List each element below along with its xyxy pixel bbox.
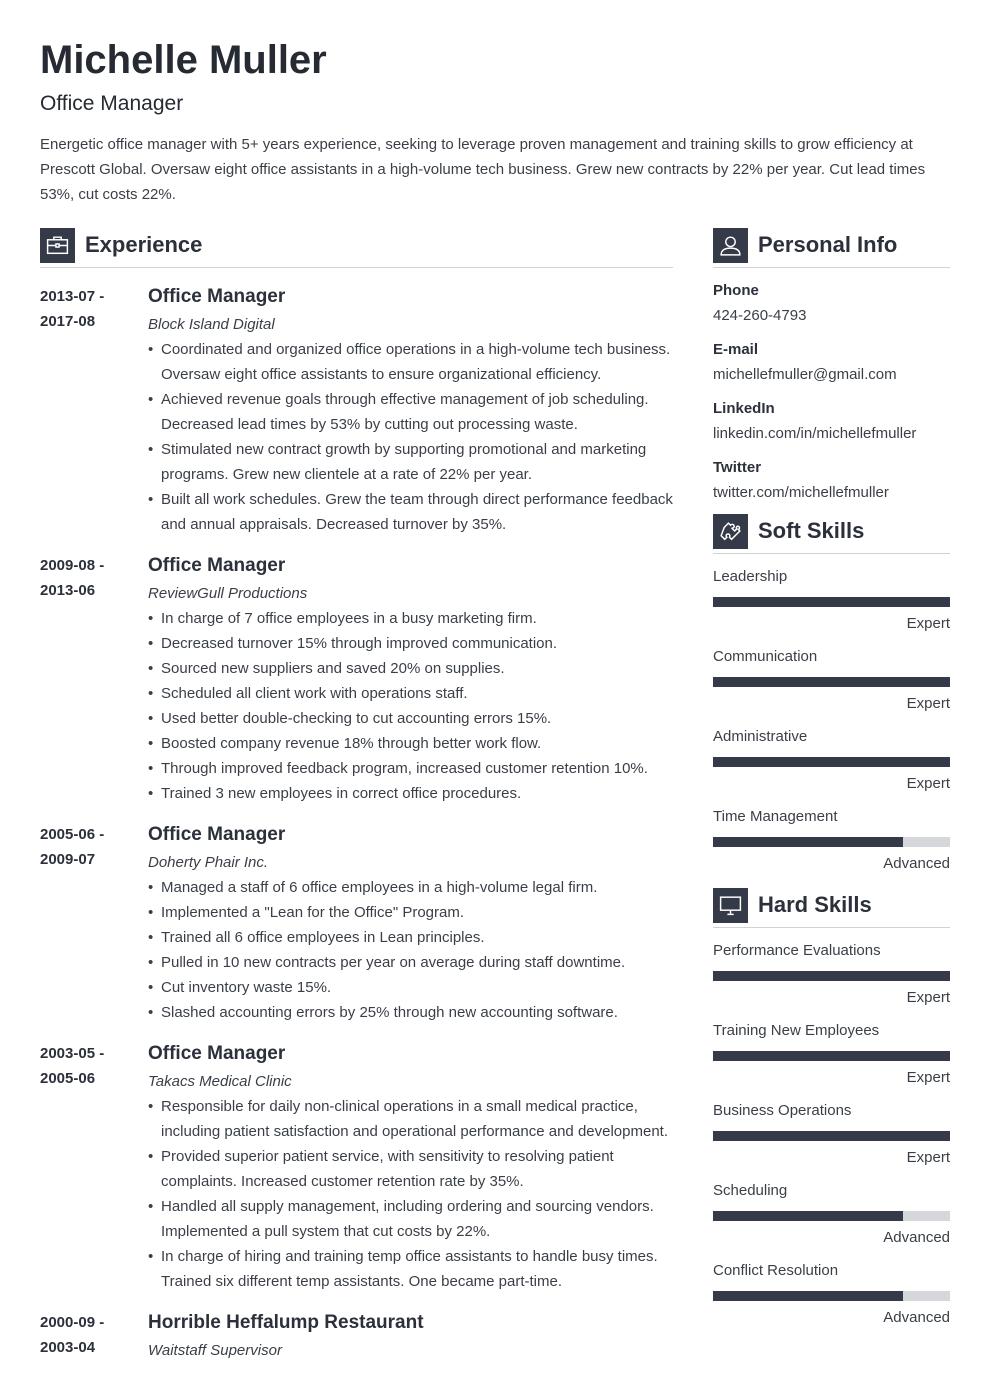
job-body	[148, 552, 673, 806]
skill-bar-fill	[713, 757, 950, 767]
hard-skills-header	[713, 887, 950, 928]
job-entry	[40, 821, 673, 1025]
skill-name: Time Management	[713, 808, 838, 825]
skill-name: Leadership	[713, 568, 788, 585]
job-start-date: 2005-06 -	[40, 826, 105, 843]
job-entry	[40, 1040, 673, 1294]
job-bullet: • Implemented a "Lean for the Office" Program.	[148, 900, 673, 925]
skill-name: Training New Employees	[713, 1022, 880, 1039]
job-start-date: 2000-09 -	[40, 1314, 105, 1331]
skill-item	[713, 807, 950, 874]
personal-info-header	[713, 227, 950, 268]
soft-skills-title: Soft Skills	[758, 518, 865, 543]
job-bullet: • Decreased turnover 15% through improved communication.	[148, 631, 673, 656]
skill-name: Performance Evaluations	[713, 942, 881, 959]
skill-item	[713, 1101, 950, 1168]
skill-item	[713, 941, 950, 1008]
job-bullet: • Sourced new suppliers and saved 20% on supplies.	[148, 656, 673, 681]
skill-bar	[713, 837, 950, 847]
job-body	[148, 1040, 673, 1294]
job-body	[148, 1309, 673, 1363]
job-company: Block Island Digital	[148, 316, 275, 333]
skill-bar-fill	[713, 1051, 950, 1061]
job-end-date: 2005-06	[40, 1070, 96, 1087]
skill-level: Expert	[906, 695, 950, 712]
job-title: Office Manager	[148, 286, 286, 307]
skill-item	[713, 1261, 950, 1328]
summary: Energetic office manager with 5+ years experience, seeking to leverage proven management and training skills to grow efficiency at Prescott Global. Oversaw eight office assistants in a high-volume tech business. Grew new contracts by 22% per year. Cut lead times 53%, cut costs 22%.	[40, 136, 926, 203]
skill-bar-fill	[713, 1211, 903, 1221]
soft-skills-header	[713, 513, 950, 554]
skill-item	[713, 647, 950, 714]
job-end-date: 2017-08	[40, 313, 96, 330]
puzzle-icon	[713, 514, 748, 549]
job-bullets	[148, 337, 673, 537]
skill-bar	[713, 597, 950, 607]
info-value: michellefmuller@gmail.com	[713, 366, 897, 383]
job-bullets	[148, 1094, 673, 1294]
skill-bar	[713, 1131, 950, 1141]
job-bullet: • Trained 3 new employees in correct office procedures.	[148, 781, 673, 806]
personal-info-title: Personal Info	[758, 232, 898, 257]
skill-item	[713, 567, 950, 634]
info-value: linkedin.com/in/michellefmuller	[713, 425, 917, 442]
job-bullet: • Through improved feedback program, increased customer retention 10%.	[148, 756, 673, 781]
skill-item	[713, 1021, 950, 1088]
experience-title: Experience	[85, 232, 203, 257]
job-dates	[40, 552, 148, 806]
job-bullet: • Scheduled all client work with operations staff.	[148, 681, 673, 706]
personal-info-list	[713, 281, 950, 503]
skill-item	[713, 727, 950, 794]
skill-level: Advanced	[883, 1309, 950, 1326]
candidate-role: Office Manager	[40, 92, 184, 115]
hard-skills-title: Hard Skills	[758, 892, 872, 917]
job-bullet: • Responsible for daily non-clinical operations in a small medical practice, including patient satisfaction and operational performance and development.	[148, 1094, 673, 1144]
job-start-date: 2003-05 -	[40, 1045, 105, 1062]
job-body	[148, 821, 673, 1025]
job-bullet: • Trained all 6 office employees in Lean principles.	[148, 925, 673, 950]
job-title: Office Manager	[148, 1043, 286, 1064]
skill-name: Scheduling	[713, 1182, 788, 1199]
skill-name: Conflict Resolution	[713, 1262, 839, 1279]
job-bullet: • Managed a staff of 6 office employees in a high-volume legal firm.	[148, 875, 673, 900]
job-company: Doherty Phair Inc.	[148, 854, 269, 871]
sidebar	[713, 227, 950, 1328]
job-bullet: • Coordinated and organized office operations in a high-volume tech business. Oversaw eight office assistants to ensure organizational efficiency.	[148, 337, 673, 387]
skill-bar	[713, 1051, 950, 1061]
job-body	[148, 283, 673, 537]
skill-name: Business Operations	[713, 1102, 852, 1119]
skill-bar	[713, 1211, 950, 1221]
job-bullet: • Built all work schedules. Grew the team through direct performance feedback and annual appraisals. Decreased turnover by 35%.	[148, 487, 673, 537]
soft-skills-list	[713, 567, 950, 874]
job-list	[40, 283, 673, 1363]
job-company: Takacs Medical Clinic	[148, 1073, 292, 1090]
skill-level: Advanced	[883, 1229, 950, 1246]
skill-bar	[713, 1291, 950, 1301]
monitor-icon	[713, 888, 748, 923]
skill-bar	[713, 757, 950, 767]
job-entry	[40, 552, 673, 806]
skill-item	[713, 1181, 950, 1248]
job-company: Waitstaff Supervisor	[148, 1342, 282, 1359]
job-start-date: 2013-07 -	[40, 288, 105, 305]
job-company: ReviewGull Productions	[148, 585, 308, 602]
info-value: 424-260-4793	[713, 307, 807, 324]
person-icon	[713, 228, 748, 263]
hard-skills-list	[713, 941, 950, 1328]
job-bullets	[148, 606, 673, 806]
job-bullet: • Boosted company revenue 18% through better work flow.	[148, 731, 673, 756]
skill-bar-fill	[713, 837, 903, 847]
job-start-date: 2009-08 -	[40, 557, 105, 574]
experience-header	[40, 227, 673, 268]
skill-level: Expert	[906, 775, 950, 792]
skill-bar-fill	[713, 677, 950, 687]
job-title: Horrible Heffalump Restaurant	[148, 1312, 424, 1333]
job-bullet: • Used better double-checking to cut accounting errors 15%.	[148, 706, 673, 731]
job-dates	[40, 1309, 148, 1363]
job-end-date: 2003-04	[40, 1339, 96, 1356]
skill-name: Communication	[713, 648, 818, 665]
candidate-name: Michelle Muller	[40, 38, 327, 82]
job-bullet: • Slashed accounting errors by 25% through new accounting software.	[148, 1000, 673, 1025]
job-dates	[40, 821, 148, 1025]
skill-level: Expert	[906, 1069, 950, 1086]
job-dates	[40, 1040, 148, 1294]
info-label: LinkedIn	[713, 400, 775, 417]
skill-level: Expert	[906, 989, 950, 1006]
skill-level: Advanced	[883, 855, 950, 872]
skill-name: Administrative	[713, 728, 808, 745]
skill-bar-fill	[713, 1291, 903, 1301]
briefcase-icon	[40, 228, 75, 263]
job-end-date: 2009-07	[40, 851, 96, 868]
info-value: twitter.com/michellefmuller	[713, 484, 889, 501]
job-bullet: • Cut inventory waste 15%.	[148, 975, 673, 1000]
job-bullet: • Achieved revenue goals through effective management of job scheduling. Decreased lead times by 53% by cutting out processing waste.	[148, 387, 673, 437]
job-title: Office Manager	[148, 824, 286, 845]
job-bullet: • In charge of hiring and training temp office assistants to handle busy times. Trained six different temp assistants. One became part-time.	[148, 1244, 673, 1294]
job-bullet: • Pulled in 10 new contracts per year on average during staff downtime.	[148, 950, 673, 975]
skill-level: Expert	[906, 615, 950, 632]
job-bullet: • Handled all supply management, including ordering and sourcing vendors. Implemented a pull system that cut costs by 22%.	[148, 1194, 673, 1244]
job-bullet: • In charge of 7 office employees in a busy marketing firm.	[148, 606, 673, 631]
job-dates	[40, 283, 148, 537]
skill-bar-fill	[713, 971, 950, 981]
skill-bar-fill	[713, 1131, 950, 1141]
job-title: Office Manager	[148, 555, 286, 576]
job-entry	[40, 1309, 673, 1363]
experience-section	[40, 227, 673, 1363]
skill-bar-fill	[713, 597, 950, 607]
info-label: Phone	[713, 282, 759, 299]
job-bullet: • Stimulated new contract growth by supporting promotional and marketing programs. Grew new clientele at a rate of 22% per year.	[148, 437, 673, 487]
skill-bar	[713, 971, 950, 981]
skill-bar	[713, 677, 950, 687]
job-bullet: • Provided superior patient service, with sensitivity to resolving patient complaints. Increased customer retention rate by 35%.	[148, 1144, 673, 1194]
info-label: E-mail	[713, 341, 759, 358]
job-bullets	[148, 875, 673, 1025]
skill-level: Expert	[906, 1149, 950, 1166]
job-end-date: 2013-06	[40, 582, 96, 599]
info-label: Twitter	[713, 459, 762, 476]
job-entry	[40, 283, 673, 537]
